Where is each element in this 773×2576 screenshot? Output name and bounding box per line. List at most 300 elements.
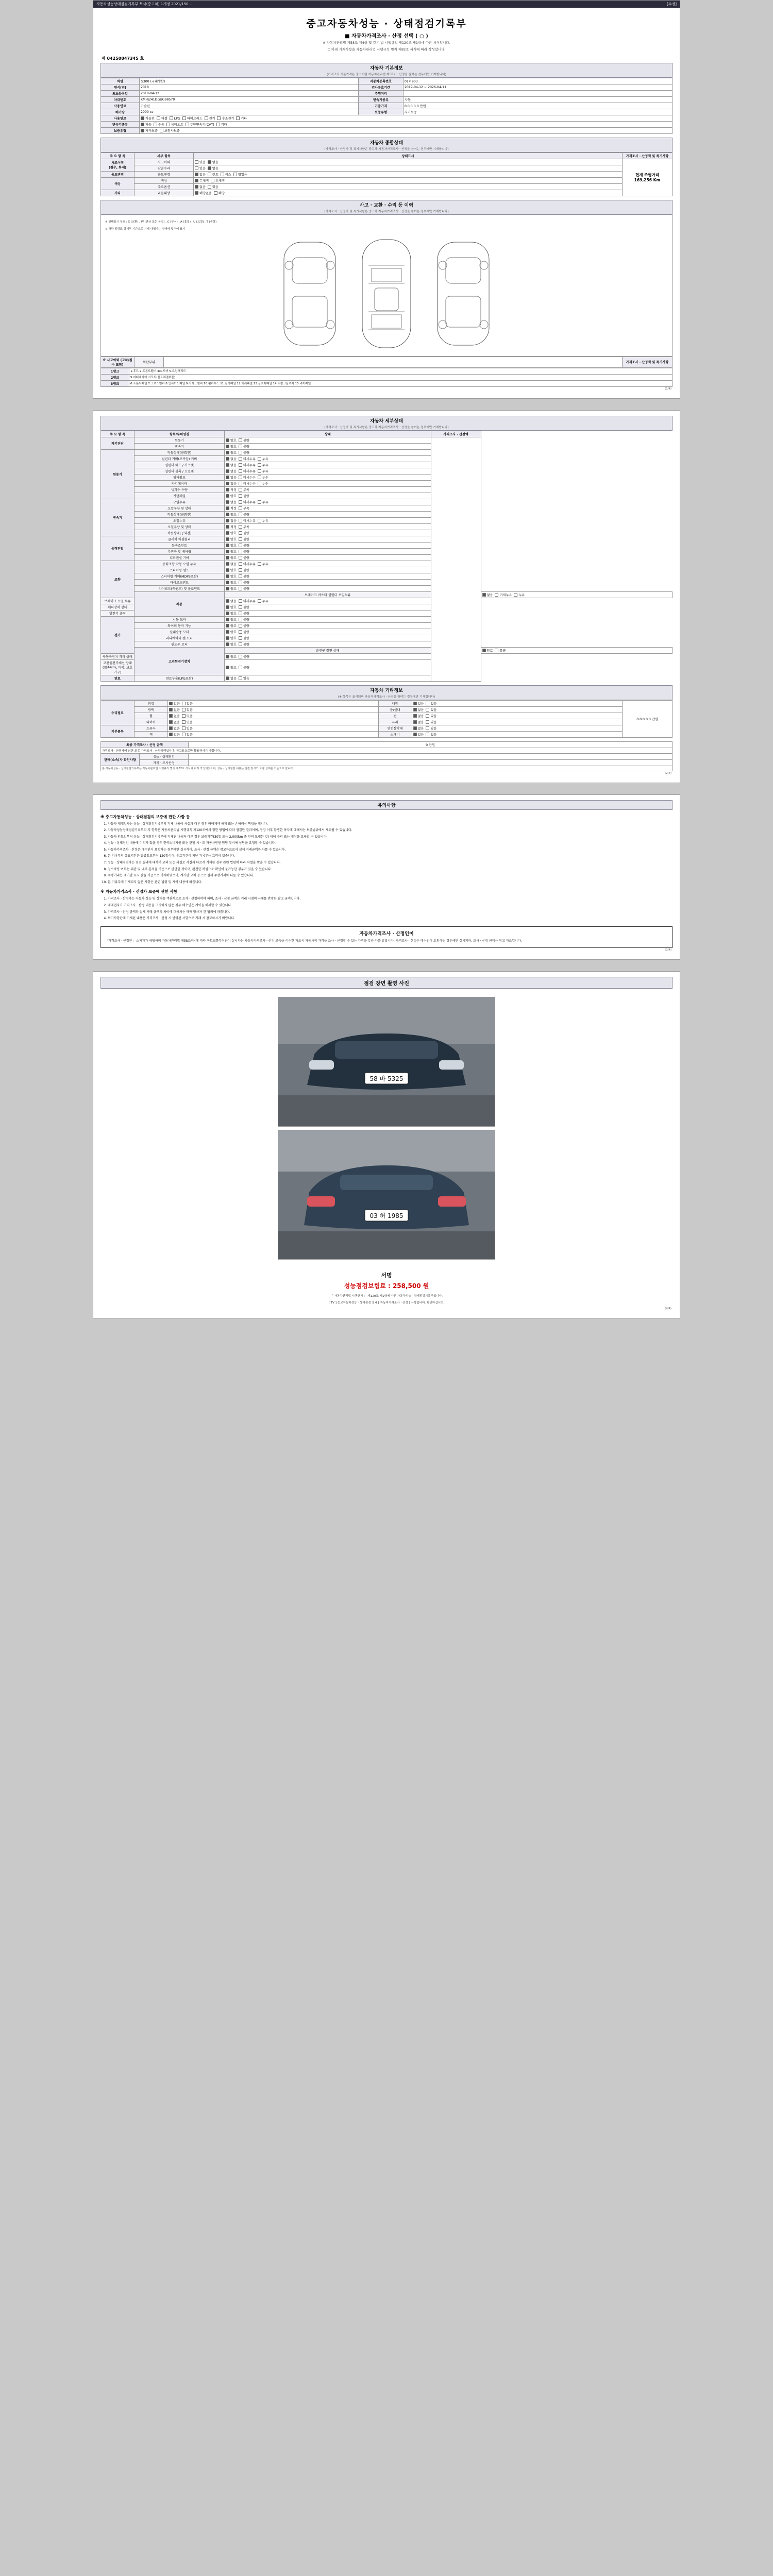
detail-opt-13-1[interactable]: 미세누유 — [239, 519, 256, 523]
detail-opt-21-1[interactable]: 불량 — [239, 569, 249, 572]
detail-item-8-opts[interactable] — [225, 486, 431, 493]
detail-opt-10-1[interactable]: 미세누유 — [239, 501, 256, 504]
checkbox-icon[interactable] — [226, 476, 229, 479]
detail-opt-30-0[interactable]: 양호 — [226, 624, 237, 628]
checkbox-icon[interactable] — [239, 666, 242, 669]
checkbox-icon[interactable] — [141, 129, 144, 132]
checkbox-icon[interactable] — [239, 537, 242, 541]
checkbox-icon[interactable] — [208, 185, 211, 189]
overall-item-2-0-opts[interactable] — [194, 177, 623, 183]
etc-opt-0-6-0[interactable]: 없음 — [169, 721, 180, 724]
overall-item-0-1-opts[interactable] — [194, 165, 623, 171]
overall-opt-3-0-1[interactable]: 해당 — [214, 192, 225, 195]
checkbox-icon[interactable] — [226, 537, 229, 541]
detail-opt-15-1[interactable]: 불량 — [239, 532, 249, 535]
checkbox-icon[interactable] — [169, 726, 173, 730]
trans-opt-3[interactable]: 무단변속기(CVT) — [186, 123, 214, 127]
checkbox-icon[interactable] — [226, 531, 229, 535]
etc-item-0-1-opts[interactable] — [412, 700, 623, 706]
detail-opt-0-0[interactable]: 양호 — [226, 439, 237, 443]
checkbox-icon[interactable] — [226, 666, 229, 669]
checkbox-icon[interactable] — [413, 714, 417, 718]
detail-item-9-opts[interactable] — [225, 493, 431, 499]
checkbox-icon[interactable] — [239, 624, 242, 628]
etc-item-0-4-opts[interactable] — [168, 713, 379, 719]
overall-opt-2-1-1[interactable]: 있음 — [208, 185, 219, 189]
detail-opt-33-1[interactable]: 불량 — [239, 643, 249, 647]
etc-item-0-3-opts[interactable] — [412, 706, 623, 713]
detail-item-24-opts[interactable] — [225, 585, 431, 591]
etc-opt-0-1-0[interactable]: 없음 — [413, 702, 424, 706]
overall-item-1-0-opts[interactable] — [194, 171, 623, 177]
detail-opt-8-0[interactable]: 적정 — [226, 488, 237, 492]
checkbox-icon[interactable] — [258, 519, 261, 522]
trans-opt-2[interactable]: 세미오토 — [166, 123, 183, 127]
detail-opt-19-1[interactable]: 불량 — [239, 556, 249, 560]
fuel-opt-1[interactable]: 디젤 — [157, 117, 167, 121]
checkbox-icon[interactable] — [226, 556, 229, 560]
etc-opt-0-5-1[interactable]: 있음 — [426, 715, 436, 718]
fuel-opt-5[interactable]: 수소전기 — [217, 117, 234, 121]
checkbox-icon[interactable] — [226, 599, 229, 603]
checkbox-icon[interactable] — [258, 500, 261, 504]
checkbox-icon[interactable] — [166, 123, 170, 126]
checkbox-icon[interactable] — [239, 630, 242, 634]
detail-opt-17-0[interactable]: 양호 — [226, 544, 237, 548]
fuel-opt-2[interactable]: LPG — [170, 117, 180, 121]
overall-opt-1-0-1[interactable]: 렌트 — [208, 173, 219, 177]
fuel-opt-0[interactable]: 가솔린 — [141, 117, 155, 121]
detail-opt-28-0[interactable]: 양호 — [226, 612, 237, 616]
checkbox-icon[interactable] — [182, 720, 186, 724]
checkbox-icon[interactable] — [258, 457, 261, 461]
detail-opt-16-1[interactable]: 불량 — [239, 538, 249, 541]
detail-opt-18-0[interactable]: 양호 — [226, 550, 237, 554]
checkbox-icon[interactable] — [239, 562, 242, 566]
checkbox-icon[interactable] — [182, 702, 186, 705]
detail-opt-33-0[interactable]: 양호 — [226, 643, 237, 647]
overall-opt-2-1-0[interactable]: 없음 — [195, 185, 206, 189]
checkbox-icon[interactable] — [236, 116, 240, 120]
checkbox-icon[interactable] — [195, 160, 198, 164]
detail-item-25-opts[interactable] — [481, 591, 672, 598]
etc-opt-1-3-0[interactable]: 없음 — [413, 733, 424, 737]
detail-item-23-opts[interactable] — [225, 579, 431, 585]
etc-opt-0-4-0[interactable]: 없음 — [169, 715, 180, 718]
checkbox-icon[interactable] — [239, 482, 242, 485]
checkbox-icon[interactable] — [495, 593, 498, 597]
checkbox-icon[interactable] — [182, 726, 186, 730]
detail-opt-29-1[interactable]: 불량 — [239, 618, 249, 622]
checkbox-icon[interactable] — [182, 733, 186, 736]
detail-opt-2-0[interactable]: 양호 — [226, 451, 237, 455]
detail-opt-30-1[interactable]: 불량 — [239, 624, 249, 628]
checkbox-icon[interactable] — [226, 445, 229, 448]
detail-opt-5-2[interactable]: 누유 — [258, 470, 268, 473]
etc-opt-0-7-1[interactable]: 있음 — [426, 721, 436, 724]
etc-opt-1-0-0[interactable]: 없음 — [169, 727, 180, 731]
checkbox-icon[interactable] — [226, 550, 229, 553]
detail-opt-27-1[interactable]: 불량 — [239, 606, 249, 609]
detail-opt-36-0[interactable]: 양호 — [226, 666, 237, 670]
checkbox-icon[interactable] — [208, 166, 211, 170]
detail-opt-1-1[interactable]: 불량 — [239, 445, 249, 449]
checkbox-icon[interactable] — [226, 636, 229, 640]
etc-opt-1-2-1[interactable]: 있음 — [182, 733, 193, 737]
checkbox-icon[interactable] — [226, 488, 229, 492]
checkbox-icon[interactable] — [169, 733, 173, 736]
overall-opt-2-0-0[interactable]: 무채색 — [195, 179, 209, 183]
checkbox-icon[interactable] — [226, 544, 229, 547]
checkbox-icon[interactable] — [239, 605, 242, 609]
etc-opt-1-0-1[interactable]: 있음 — [182, 727, 193, 731]
detail-item-13-opts[interactable] — [225, 517, 431, 523]
detail-opt-27-0[interactable]: 양호 — [226, 606, 237, 609]
etc-item-1-0-opts[interactable] — [168, 725, 379, 731]
detail-opt-5-1[interactable]: 미세누유 — [239, 470, 256, 473]
overall-opt-0-1-1[interactable]: 없음 — [208, 167, 219, 171]
checkbox-icon[interactable] — [239, 469, 242, 473]
detail-item-4-opts[interactable] — [225, 462, 431, 468]
checkbox-icon[interactable] — [226, 618, 229, 621]
checkbox-icon[interactable] — [195, 191, 198, 195]
detail-opt-31-1[interactable]: 불량 — [239, 631, 249, 634]
overall-opt-0-1-0[interactable]: 있음 — [195, 167, 206, 171]
checkbox-icon[interactable] — [170, 116, 173, 120]
detail-item-7-opts[interactable] — [225, 480, 431, 486]
checkbox-icon[interactable] — [226, 482, 229, 485]
checkbox-icon[interactable] — [182, 116, 186, 120]
detail-opt-22-0[interactable]: 양호 — [226, 575, 237, 579]
checkbox-icon[interactable] — [239, 531, 242, 535]
checkbox-icon[interactable] — [482, 593, 486, 597]
detail-item-34-opts[interactable] — [481, 647, 672, 653]
detail-item-0-opts[interactable] — [225, 437, 431, 443]
checkbox-icon[interactable] — [169, 708, 173, 711]
checkbox-icon[interactable] — [239, 636, 242, 640]
detail-opt-20-2[interactable]: 누유 — [258, 563, 268, 566]
detail-opt-21-0[interactable]: 양호 — [226, 569, 237, 572]
detail-opt-7-0[interactable]: 없음 — [226, 482, 237, 486]
detail-item-2-opts[interactable] — [225, 449, 431, 455]
detail-opt-10-0[interactable]: 없음 — [226, 501, 237, 504]
detail-item-5-opts[interactable] — [225, 468, 431, 474]
detail-opt-6-2[interactable]: 누수 — [258, 476, 268, 480]
checkbox-icon[interactable] — [226, 605, 229, 609]
overall-opt-1-0-0[interactable]: 없음 — [195, 173, 206, 177]
etc-opt-1-3-1[interactable]: 있음 — [426, 733, 436, 737]
detail-item-21-opts[interactable] — [225, 567, 431, 573]
checkbox-icon[interactable] — [239, 676, 242, 680]
detail-opt-26-0[interactable]: 없음 — [226, 600, 237, 603]
detail-opt-34-1[interactable]: 불량 — [495, 649, 506, 653]
checkbox-icon[interactable] — [426, 702, 429, 705]
checkbox-icon[interactable] — [413, 726, 417, 730]
detail-opt-6-1[interactable]: 미세누수 — [239, 476, 256, 480]
detail-opt-23-0[interactable]: 양호 — [226, 581, 237, 585]
detail-opt-25-2[interactable]: 누유 — [514, 594, 525, 597]
etc-opt-0-0-1[interactable]: 있음 — [182, 702, 193, 706]
etc-opt-0-0-0[interactable]: 없음 — [169, 702, 180, 706]
detail-opt-7-1[interactable]: 미세누수 — [239, 482, 256, 486]
checkbox-icon[interactable] — [239, 568, 242, 572]
checkbox-icon[interactable] — [239, 618, 242, 621]
trans-opt-1[interactable]: 수동 — [154, 123, 164, 127]
checkbox-icon[interactable] — [182, 714, 186, 718]
checkbox-icon[interactable] — [239, 642, 242, 646]
detail-item-26-opts[interactable] — [225, 598, 431, 604]
checkbox-icon[interactable] — [226, 519, 229, 522]
checkbox-icon[interactable] — [239, 581, 242, 584]
checkbox-icon[interactable] — [217, 116, 221, 120]
detail-item-30-opts[interactable] — [225, 622, 431, 629]
detail-opt-9-1[interactable]: 불량 — [239, 495, 249, 498]
detail-item-20-opts[interactable] — [225, 561, 431, 567]
detail-item-31-opts[interactable] — [225, 629, 431, 635]
checkbox-icon[interactable] — [226, 457, 229, 461]
overall-opt-2-0-1[interactable]: 유채색 — [211, 179, 225, 183]
checkbox-icon[interactable] — [216, 123, 220, 126]
detail-opt-19-0[interactable]: 양호 — [226, 556, 237, 560]
detail-opt-8-1[interactable]: 부족 — [239, 488, 249, 492]
etc-item-1-3-opts[interactable] — [412, 731, 623, 737]
etc-item-0-0-opts[interactable] — [168, 700, 379, 706]
detail-item-32-opts[interactable] — [225, 635, 431, 641]
checkbox-icon[interactable] — [239, 556, 242, 560]
checkbox-icon[interactable] — [514, 593, 517, 597]
checkbox-icon[interactable] — [195, 179, 198, 182]
checkbox-icon[interactable] — [226, 451, 229, 454]
checkbox-icon[interactable] — [258, 562, 261, 566]
detail-item-1-opts[interactable] — [225, 443, 431, 449]
detail-item-18-opts[interactable] — [225, 548, 431, 554]
checkbox-icon[interactable] — [426, 714, 429, 718]
checkbox-icon[interactable] — [226, 506, 229, 510]
detail-opt-32-0[interactable]: 양호 — [226, 637, 237, 640]
checkbox-icon[interactable] — [239, 655, 242, 658]
checkbox-icon[interactable] — [482, 649, 486, 652]
fuel-opt-4[interactable]: 전기 — [205, 117, 215, 121]
checkbox-icon[interactable] — [426, 726, 429, 730]
etc-opt-0-2-0[interactable]: 없음 — [169, 708, 180, 712]
warranty-opt-1[interactable]: 보험사보증 — [160, 129, 180, 133]
overall-item-0-0-opts[interactable] — [194, 159, 623, 165]
detail-item-29-opts[interactable] — [225, 616, 431, 622]
detail-opt-12-1[interactable]: 불량 — [239, 513, 249, 517]
detail-opt-1-0[interactable]: 양호 — [226, 445, 237, 449]
checkbox-icon[interactable] — [195, 173, 198, 176]
checkbox-icon[interactable] — [226, 562, 229, 566]
checkbox-icon[interactable] — [239, 506, 242, 510]
detail-item-35-opts[interactable] — [225, 653, 431, 659]
checkbox-icon[interactable] — [226, 612, 229, 615]
checkbox-icon[interactable] — [239, 550, 242, 553]
checkbox-icon[interactable] — [169, 714, 173, 718]
checkbox-icon[interactable] — [239, 544, 242, 547]
detail-opt-22-1[interactable]: 불량 — [239, 575, 249, 579]
checkbox-icon[interactable] — [226, 642, 229, 646]
detail-item-15-opts[interactable] — [225, 530, 431, 536]
etc-item-0-2-opts[interactable] — [168, 706, 379, 713]
checkbox-icon[interactable] — [141, 116, 144, 120]
checkbox-icon[interactable] — [195, 166, 198, 170]
checkbox-icon[interactable] — [258, 482, 261, 485]
detail-item-17-opts[interactable] — [225, 542, 431, 548]
checkbox-icon[interactable] — [226, 463, 229, 467]
fuel-opt-3[interactable]: 하이브리드 — [182, 117, 203, 121]
checkbox-icon[interactable] — [226, 469, 229, 473]
detail-opt-7-2[interactable]: 누수 — [258, 482, 268, 486]
checkbox-icon[interactable] — [226, 630, 229, 634]
checkbox-icon[interactable] — [239, 525, 242, 529]
checkbox-icon[interactable] — [239, 476, 242, 479]
etc-item-1-1-opts[interactable] — [412, 725, 623, 731]
detail-item-11-opts[interactable] — [225, 505, 431, 511]
checkbox-icon[interactable] — [239, 500, 242, 504]
detail-opt-5-0[interactable]: 없음 — [226, 470, 237, 473]
checkbox-icon[interactable] — [239, 519, 242, 522]
trans-opt-0[interactable]: 자동 — [141, 123, 152, 127]
checkbox-icon[interactable] — [239, 494, 242, 498]
etc-opt-0-3-0[interactable]: 없음 — [413, 708, 424, 712]
checkbox-icon[interactable] — [186, 123, 189, 126]
detail-item-19-opts[interactable] — [225, 554, 431, 561]
detail-opt-26-2[interactable]: 누유 — [258, 600, 268, 603]
detail-opt-2-1[interactable]: 불량 — [239, 451, 249, 455]
etc-opt-0-5-0[interactable]: 없음 — [413, 715, 424, 718]
checkbox-icon[interactable] — [239, 612, 242, 615]
fuel-options[interactable] — [140, 115, 673, 121]
detail-opt-20-0[interactable]: 없음 — [226, 563, 237, 566]
checkbox-icon[interactable] — [226, 624, 229, 628]
detail-opt-24-0[interactable]: 양호 — [226, 587, 237, 591]
etc-item-0-6-opts[interactable] — [168, 719, 379, 725]
checkbox-icon[interactable] — [226, 513, 229, 516]
etc-item-1-2-opts[interactable] — [168, 731, 379, 737]
trans-opt-4[interactable]: 기타 — [216, 123, 227, 127]
checkbox-icon[interactable] — [258, 476, 261, 479]
etc-opt-0-2-1[interactable]: 있음 — [182, 708, 193, 712]
detail-item-28-opts[interactable] — [225, 610, 431, 616]
detail-opt-24-1[interactable]: 불량 — [239, 587, 249, 591]
checkbox-icon[interactable] — [226, 525, 229, 529]
detail-opt-3-0[interactable]: 없음 — [226, 457, 237, 461]
detail-item-14-opts[interactable] — [225, 523, 431, 530]
checkbox-icon[interactable] — [239, 574, 242, 578]
detail-opt-20-1[interactable]: 미세누유 — [239, 563, 256, 566]
detail-opt-26-1[interactable]: 미세누유 — [239, 600, 256, 603]
etc-item-0-5-opts[interactable] — [412, 713, 623, 719]
checkbox-icon[interactable] — [426, 720, 429, 724]
checkbox-icon[interactable] — [221, 173, 224, 176]
detail-opt-31-0[interactable]: 양호 — [226, 631, 237, 634]
checkbox-icon[interactable] — [195, 185, 198, 189]
detail-item-6-opts[interactable] — [225, 474, 431, 480]
checkbox-icon[interactable] — [239, 599, 242, 603]
checkbox-icon[interactable] — [226, 568, 229, 572]
checkbox-icon[interactable] — [258, 463, 261, 467]
checkbox-icon[interactable] — [226, 574, 229, 578]
checkbox-icon[interactable] — [169, 702, 173, 705]
etc-opt-0-3-1[interactable]: 있음 — [426, 708, 436, 712]
detail-opt-37-1[interactable]: 있음 — [239, 677, 249, 681]
detail-opt-0-1[interactable]: 불량 — [239, 439, 249, 443]
detail-opt-14-0[interactable]: 적정 — [226, 526, 237, 529]
overall-opt-0-0-1[interactable]: 없음 — [208, 161, 219, 164]
checkbox-icon[interactable] — [413, 720, 417, 724]
detail-opt-18-1[interactable]: 불량 — [239, 550, 249, 554]
checkbox-icon[interactable] — [211, 179, 214, 182]
detail-opt-3-2[interactable]: 누유 — [258, 457, 268, 461]
detail-opt-36-1[interactable]: 불량 — [239, 666, 249, 670]
overall-opt-0-0-0[interactable]: 있음 — [195, 161, 206, 164]
detail-opt-11-0[interactable]: 적정 — [226, 507, 237, 511]
checkbox-icon[interactable] — [239, 445, 242, 448]
fuel-opt-6[interactable]: 기타 — [236, 117, 247, 121]
detail-item-36-opts[interactable] — [225, 659, 431, 675]
checkbox-icon[interactable] — [258, 469, 261, 473]
checkbox-icon[interactable] — [239, 463, 242, 467]
detail-opt-15-0[interactable]: 양호 — [226, 532, 237, 535]
detail-opt-28-1[interactable]: 불량 — [239, 612, 249, 616]
detail-opt-29-0[interactable]: 양호 — [226, 618, 237, 622]
checkbox-icon[interactable] — [141, 123, 144, 126]
detail-item-16-opts[interactable] — [225, 536, 431, 542]
detail-opt-10-2[interactable]: 누유 — [258, 501, 268, 504]
checkbox-icon[interactable] — [226, 438, 229, 442]
etc-opt-0-1-1[interactable]: 있음 — [426, 702, 436, 706]
checkbox-icon[interactable] — [226, 655, 229, 658]
checkbox-icon[interactable] — [495, 649, 498, 652]
detail-opt-4-2[interactable]: 누유 — [258, 464, 268, 467]
detail-opt-3-1[interactable]: 미세누유 — [239, 457, 256, 461]
detail-opt-13-0[interactable]: 없음 — [226, 519, 237, 523]
detail-opt-37-0[interactable]: 없음 — [226, 677, 237, 681]
checkbox-icon[interactable] — [258, 599, 261, 603]
overall-opt-1-0-3[interactable]: 영업용 — [233, 173, 247, 177]
checkbox-icon[interactable] — [160, 129, 163, 132]
checkbox-icon[interactable] — [226, 676, 229, 680]
detail-opt-17-1[interactable]: 불량 — [239, 544, 249, 548]
detail-item-12-opts[interactable] — [225, 511, 431, 517]
detail-opt-35-0[interactable]: 양호 — [226, 655, 237, 659]
checkbox-icon[interactable] — [426, 733, 429, 736]
checkbox-icon[interactable] — [157, 116, 160, 120]
detail-opt-25-1[interactable]: 미세누유 — [495, 594, 512, 597]
checkbox-icon[interactable] — [226, 494, 229, 498]
detail-opt-9-0[interactable]: 양호 — [226, 495, 237, 498]
detail-opt-16-0[interactable]: 양호 — [226, 538, 237, 541]
checkbox-icon[interactable] — [154, 123, 157, 126]
checkbox-icon[interactable] — [239, 451, 242, 454]
overall-opt-3-0-0[interactable]: 해당없음 — [195, 192, 212, 195]
checkbox-icon[interactable] — [208, 160, 211, 164]
checkbox-icon[interactable] — [182, 708, 186, 711]
checkbox-icon[interactable] — [239, 587, 242, 590]
checkbox-icon[interactable] — [233, 173, 237, 176]
checkbox-icon[interactable] — [413, 708, 417, 711]
etc-opt-1-1-1[interactable]: 있음 — [426, 727, 436, 731]
checkbox-icon[interactable] — [214, 191, 217, 195]
warranty-options[interactable] — [140, 127, 673, 133]
etc-item-0-7-opts[interactable] — [412, 719, 623, 725]
detail-opt-4-0[interactable]: 없음 — [226, 464, 237, 467]
checkbox-icon[interactable] — [413, 702, 417, 705]
etc-opt-1-2-0[interactable]: 없음 — [169, 733, 180, 737]
checkbox-icon[interactable] — [239, 438, 242, 442]
checkbox-icon[interactable] — [226, 500, 229, 504]
detail-opt-25-0[interactable]: 없음 — [482, 594, 493, 597]
